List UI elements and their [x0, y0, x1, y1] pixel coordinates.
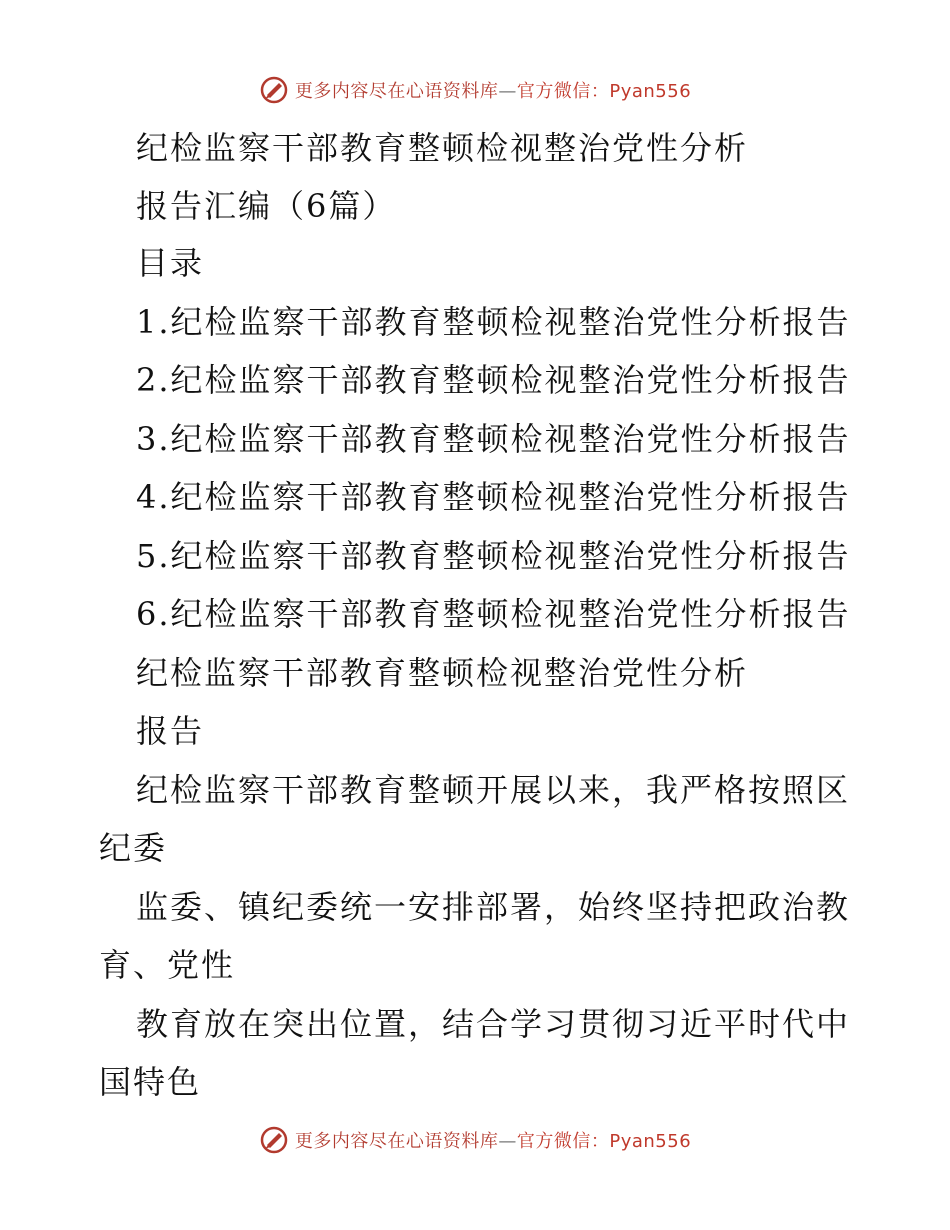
toc-item: 2.纪检监察干部教育整顿检视整治党性分析报告 — [136, 361, 851, 399]
section-title-line-2: 报告 — [136, 712, 205, 750]
banner-site-name: 更多内容尽在心语资料库 — [294, 1131, 499, 1152]
toc-heading: 目录 — [136, 244, 205, 282]
banner-wechat: 官方微信：Pyan556 — [516, 1131, 692, 1152]
toc-item: 6.纪检监察干部教育整顿检视整治党性分析报告 — [136, 595, 851, 633]
banner-separator: — — [498, 1131, 517, 1152]
section-title-line-1: 纪检监察干部教育整顿检视整治党性分析 — [136, 654, 749, 692]
toc-item: 4.纪检监察干部教育整顿检视整治党性分析报告 — [136, 478, 851, 516]
paragraph-3-line-2: 国特色 — [99, 1063, 202, 1101]
document-title-line-2: 报告汇编（6篇） — [136, 187, 397, 225]
paragraph-2-line-1: 监委、镇纪委统一安排部署，始终坚持把政治教 — [136, 888, 851, 926]
footer-banner — [0, 1120, 950, 1160]
toc-item: 5.纪检监察干部教育整顿检视整治党性分析报告 — [136, 537, 851, 575]
brand-logo-icon — [259, 75, 289, 105]
paragraph-2-line-2: 育、党性 — [99, 946, 236, 984]
toc-item: 3.纪检监察干部教育整顿检视整治党性分析报告 — [136, 420, 851, 458]
paragraph-1-line-1: 纪检监察干部教育整顿开展以来，我严格按照区 — [136, 771, 851, 809]
banner-wechat: 官方微信：Pyan556 — [516, 81, 692, 102]
header-banner-text — [295, 77, 691, 103]
document-title-line-1: 纪检监察干部教育整顿检视整治党性分析 — [136, 129, 749, 167]
header-banner — [0, 70, 950, 110]
brand-logo-icon — [259, 1125, 289, 1155]
banner-separator: — — [498, 81, 517, 102]
footer-banner-text — [295, 1127, 691, 1153]
banner-site-name: 更多内容尽在心语资料库 — [294, 81, 499, 102]
toc-item: 1.纪检监察干部教育整顿检视整治党性分析报告 — [136, 303, 851, 341]
paragraph-1-line-2: 纪委 — [99, 829, 168, 867]
paragraph-3-line-1: 教育放在突出位置，结合学习贯彻习近平时代中 — [136, 1005, 851, 1043]
